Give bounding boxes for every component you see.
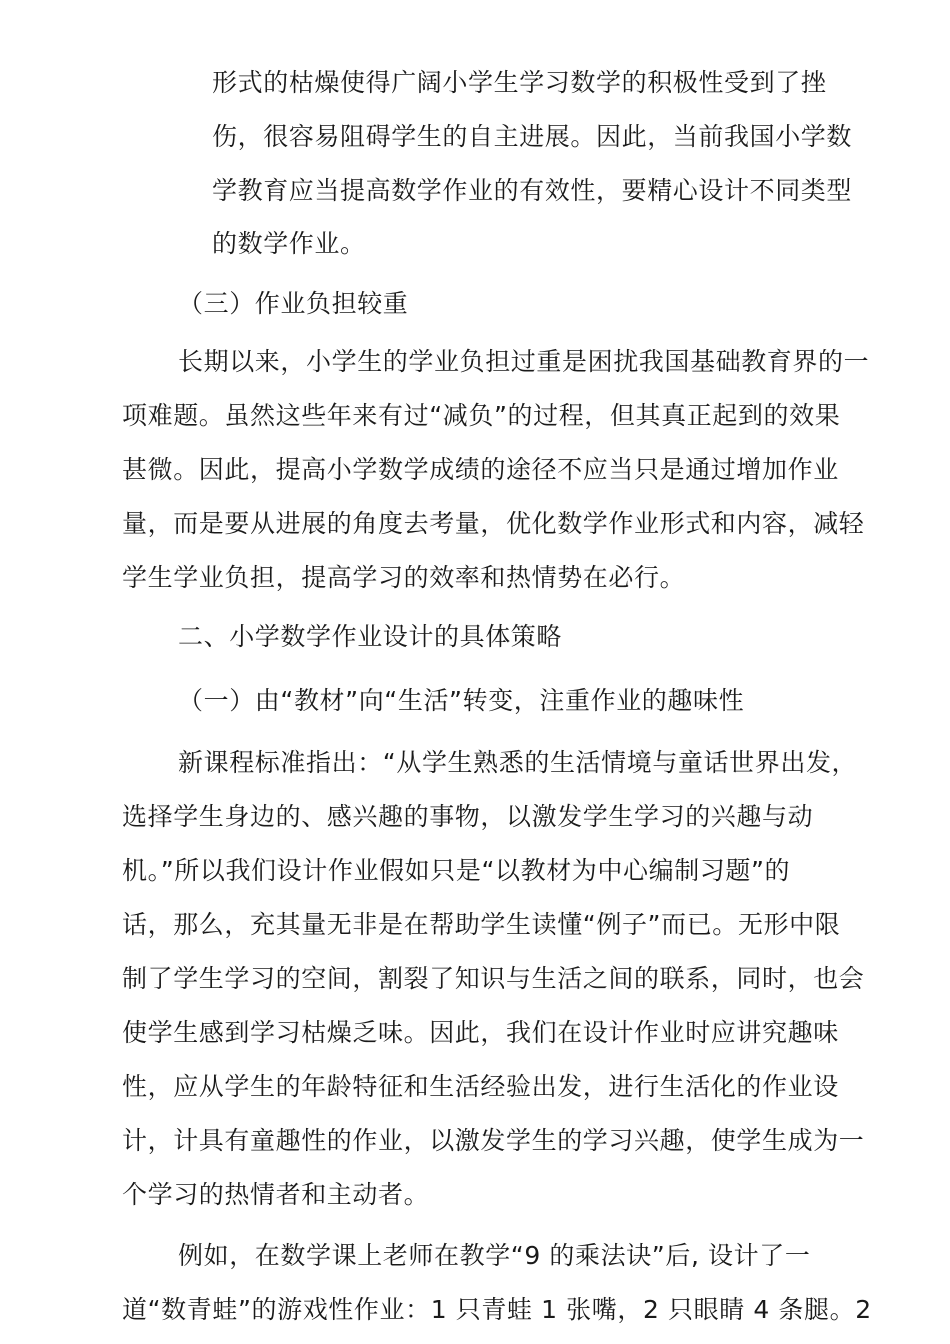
subheading-three: （三）作业负担较重 [178, 289, 409, 318]
paragraph-line: 伤，很容易阻碍学生的自主进展。因此，当前我国小学数 [212, 122, 853, 151]
paragraph-line: 量，而是要从进展的角度去考量，优化数学作业形式和内容，减轻 [122, 509, 865, 538]
paragraph-line: 道“数青蛙”的游戏性作业：1 只青蛙 1 张嘴，2 只眼睛 4 条腿。2 [122, 1295, 872, 1324]
paragraph-line: 性，应从学生的年龄特征和生活经验出发，进行生活化的作业设 [122, 1072, 839, 1101]
paragraph-line: 项难题。虽然这些年来有过“减负”的过程，但其真正起到的效果 [122, 401, 841, 430]
paragraph-line: 新课程标准指出：“从学生熟悉的生活情境与童话世界出发， [178, 748, 858, 777]
paragraph-line: 制了学生学习的空间，割裂了知识与生活之间的联系，同时，也会 [122, 964, 865, 993]
paragraph-line: 机。”所以我们设计作业假如只是“以教材为中心编制习题”的 [122, 856, 791, 885]
paragraph-line: 长期以来，小学生的学业负担过重是困扰我国基础教育界的一 [178, 347, 870, 376]
paragraph-line: 学教育应当提高数学作业的有效性，要精心设计不同类型 [212, 176, 853, 205]
paragraph-line: 例如，在数学课上老师在教学“9 的乘法诀”后, 设计了一 [178, 1241, 811, 1270]
paragraph-line: 使学生感到学习枯燥乏味。因此，我们在设计作业时应讲究趣味 [122, 1018, 839, 1047]
paragraph-line: 计，计具有童趣性的作业，以激发学生的学习兴趣，使学生成为一 [122, 1126, 865, 1155]
paragraph-line: 话，那么，充其量无非是在帮助学生读懂“例子”而已。无形中限 [122, 910, 841, 939]
paragraph-line: 个学习的热情者和主动者。 [122, 1180, 430, 1209]
paragraph-line: 的数学作业。 [212, 229, 366, 258]
paragraph-line: 甚微。因此，提高小学数学成绩的途径不应当只是通过增加作业 [122, 455, 839, 484]
paragraph-line: 选择学生身边的、感兴趣的事物，以激发学生学习的兴趣与动 [122, 802, 814, 831]
paragraph-line: 形式的枯燥使得广阔小学生学习数学的积极性受到了挫 [212, 68, 827, 97]
subheading-one: （一）由“教材”向“生活”转变，注重作业的趣味性 [178, 686, 745, 715]
section-heading: 二、小学数学作业设计的具体策略 [178, 622, 563, 651]
paragraph-line: 学生学业负担，提高学习的效率和热情势在必行。 [122, 563, 686, 592]
